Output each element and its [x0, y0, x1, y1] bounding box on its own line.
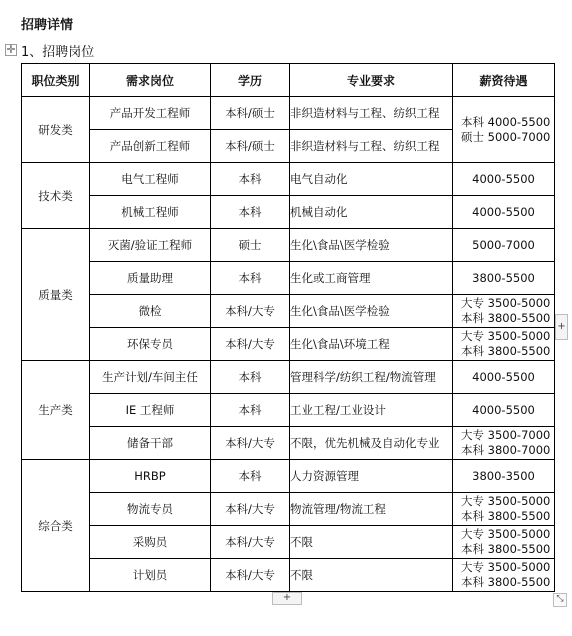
category-cell: 生产类 [22, 361, 90, 460]
major-cell: 非织造材料与工程、纺织工程 [290, 97, 453, 130]
category-cell: 技术类 [22, 163, 90, 229]
table-row [22, 328, 555, 361]
category-cell: 研发类 [22, 97, 90, 163]
header-education: 学历 [211, 64, 290, 97]
table-resize-handle[interactable]: ⤡ [553, 593, 567, 607]
category-cell: 综合类 [22, 460, 90, 592]
position-cell: 采购员 [90, 526, 211, 559]
major-cell: 人力资源管理 [290, 460, 453, 493]
position-cell: 灭菌/验证工程师 [90, 229, 211, 262]
education-cell: 本科/大专 [211, 526, 290, 559]
table-row [22, 229, 555, 262]
table-move-handle[interactable]: ✛ [6, 43, 16, 56]
position-cell: HRBP [90, 460, 211, 493]
page-title: 招聘详情 [21, 18, 74, 33]
education-cell: 本科/大专 [211, 295, 290, 328]
salary-cell [453, 97, 555, 163]
recruitment-table [21, 63, 555, 592]
education-cell: 本科 [211, 163, 290, 196]
major-cell: 不限，优先机械及自动化专业 [290, 427, 453, 460]
salary-line: 本科 3800-7000 [461, 443, 551, 457]
position-cell: IE 工程师 [90, 394, 211, 427]
salary-cell: 4000-5500 [453, 361, 555, 394]
salary-line: 大专 3500-5000 [461, 494, 551, 508]
major-cell: 不限 [290, 559, 453, 592]
position-cell: 产品开发工程师 [90, 97, 211, 130]
table-row [22, 427, 555, 460]
position-cell: 物流专员 [90, 493, 211, 526]
education-cell: 本科/硕士 [211, 130, 290, 163]
header-position: 需求岗位 [90, 64, 211, 97]
major-cell: 不限 [290, 526, 453, 559]
major-cell: 电气自动化 [290, 163, 453, 196]
salary-cell: 4000-5500 [453, 163, 555, 196]
major-cell: 生化\食品\环境工程 [290, 328, 453, 361]
salary-line: 大专 3500-5000 [461, 296, 551, 310]
table-row [22, 493, 555, 526]
position-cell: 机械工程师 [90, 196, 211, 229]
education-cell: 本科 [211, 460, 290, 493]
salary-line: 本科 3800-5500 [461, 575, 551, 589]
header-category: 职位类别 [22, 64, 90, 97]
salary-line: 大专 3500-7000 [461, 428, 551, 442]
section-heading: 1、招聘岗位 [21, 45, 95, 60]
salary-cell [453, 427, 555, 460]
salary-cell: 4000-5500 [453, 394, 555, 427]
header-major: 专业要求 [290, 64, 453, 97]
table-row [22, 295, 555, 328]
education-cell: 本科 [211, 262, 290, 295]
position-cell: 储备干部 [90, 427, 211, 460]
education-cell: 硕士 [211, 229, 290, 262]
salary-line: 大专 3500-5000 [461, 560, 551, 574]
salary-cell [453, 559, 555, 592]
salary-line: 大专 3500-5000 [461, 329, 551, 343]
salary-line: 本科 3800-5500 [461, 311, 551, 325]
add-column-button[interactable]: + [555, 314, 568, 340]
category-cell: 质量类 [22, 229, 90, 361]
salary-cell [453, 295, 555, 328]
salary-line: 本科 3800-5500 [461, 542, 551, 556]
add-row-button[interactable]: + [272, 592, 302, 605]
salary-line: 硕士 5000-7000 [461, 129, 551, 144]
major-cell: 机械自动化 [290, 196, 453, 229]
position-cell: 计划员 [90, 559, 211, 592]
table-row [22, 559, 555, 592]
salary-cell [453, 328, 555, 361]
education-cell: 本科/大专 [211, 493, 290, 526]
position-cell: 生产计划/车间主任 [90, 361, 211, 394]
major-cell: 生化\食品\医学检验 [290, 229, 453, 262]
salary-line: 本科 4000-5500 [461, 114, 551, 129]
table-row [22, 361, 555, 394]
salary-line: 大专 3500-5000 [461, 527, 551, 541]
table-row [22, 394, 555, 427]
position-cell: 微检 [90, 295, 211, 328]
position-cell: 电气工程师 [90, 163, 211, 196]
major-cell: 生化\食品\医学检验 [290, 295, 453, 328]
table-row [22, 97, 555, 130]
major-cell: 管理科学/纺织工程/物流管理 [290, 361, 453, 394]
education-cell: 本科/大专 [211, 328, 290, 361]
major-cell: 生化或工商管理 [290, 262, 453, 295]
major-cell: 非织造材料与工程、纺织工程 [290, 130, 453, 163]
salary-cell [453, 493, 555, 526]
salary-cell: 4000-5500 [453, 196, 555, 229]
salary-cell: 3800-3500 [453, 460, 555, 493]
position-cell: 质量助理 [90, 262, 211, 295]
table-row [22, 460, 555, 493]
education-cell: 本科/硕士 [211, 97, 290, 130]
education-cell: 本科/大专 [211, 427, 290, 460]
position-cell: 环保专员 [90, 328, 211, 361]
education-cell: 本科 [211, 361, 290, 394]
major-cell: 物流管理/物流工程 [290, 493, 453, 526]
table-row [22, 262, 555, 295]
position-cell: 产品创新工程师 [90, 130, 211, 163]
education-cell: 本科/大专 [211, 559, 290, 592]
header-salary: 薪资待遇 [453, 64, 555, 97]
salary-cell [453, 526, 555, 559]
education-cell: 本科 [211, 196, 290, 229]
table-header-row [22, 64, 555, 97]
table-row [22, 196, 555, 229]
major-cell: 工业工程/工业设计 [290, 394, 453, 427]
salary-line: 本科 3800-5500 [461, 509, 551, 523]
salary-cell: 5000-7000 [453, 229, 555, 262]
table-row [22, 163, 555, 196]
table-row [22, 526, 555, 559]
education-cell: 本科 [211, 394, 290, 427]
salary-line: 本科 3800-5500 [461, 344, 551, 358]
salary-cell: 3800-5500 [453, 262, 555, 295]
